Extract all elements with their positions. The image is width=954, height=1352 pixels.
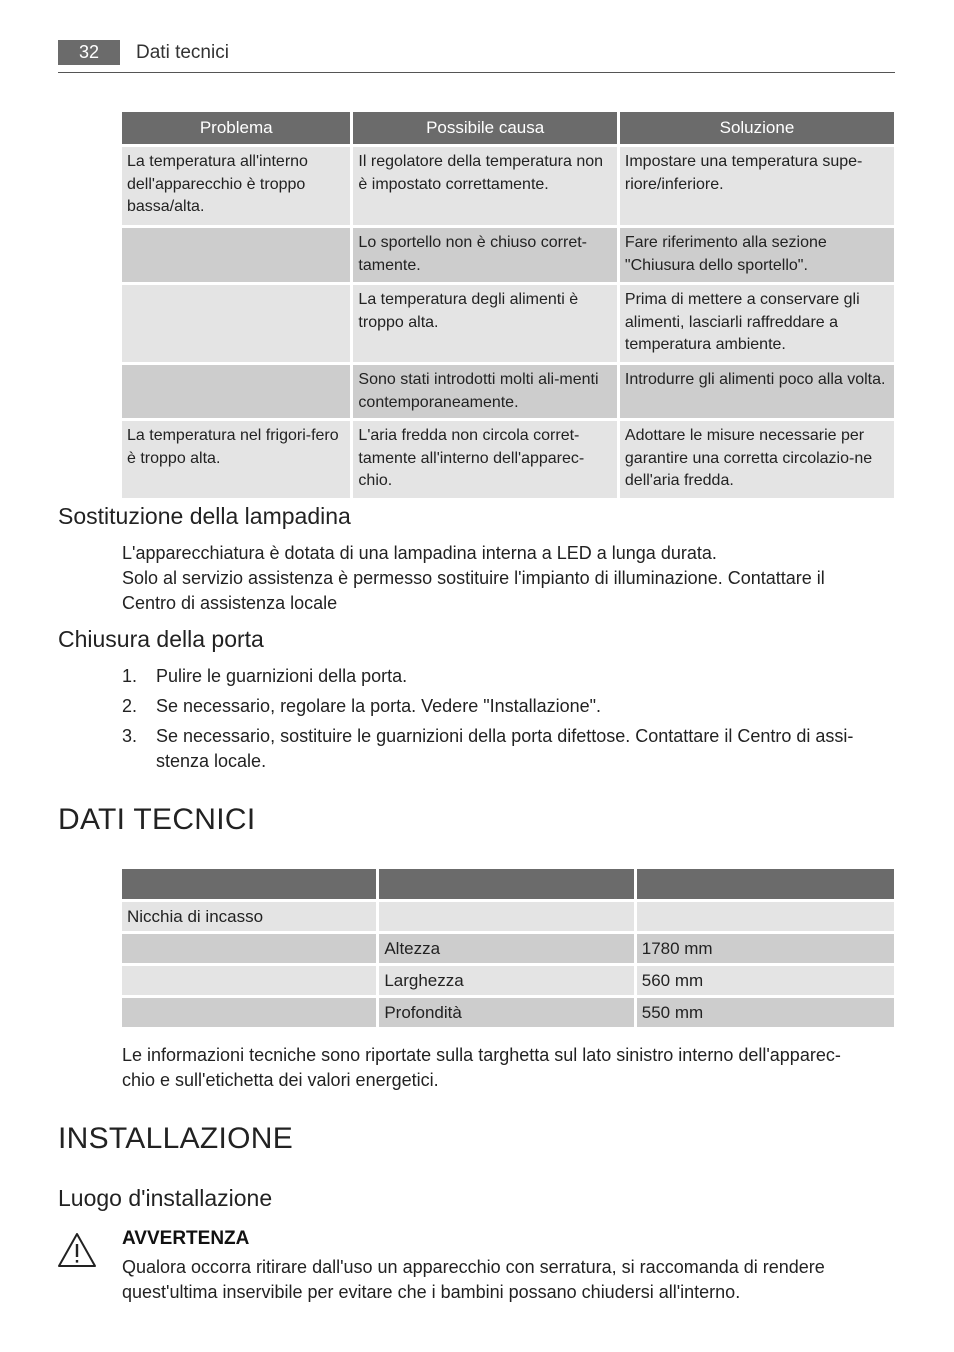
solution-cell: Adottare le misure necessarie per garantire una corretta circolazio-ne dell'aria fredda.: [620, 421, 894, 498]
step-text: Pulire le guarnizioni della porta.: [156, 666, 408, 686]
column-header: [122, 869, 376, 899]
warning-text: [122, 1255, 897, 1305]
tech-data-note: [122, 1043, 897, 1093]
step-number: 2.: [122, 696, 138, 716]
lamp-section-title: Sostituzione della lampadina: [58, 503, 351, 529]
cause-cell: Lo sportello non è chiuso corret-tamente.: [353, 228, 616, 282]
table-header-row: [122, 869, 894, 899]
table-header-row: [122, 112, 894, 144]
solution-cell: Prima di mettere a conservare gli alimenti, lasciarli raffreddare a temperatura ambiente.: [620, 285, 894, 362]
spec-value-cell: 1780 mm: [637, 934, 894, 963]
table-row: [122, 966, 894, 995]
problem-cell: [122, 228, 350, 282]
installation-title: INSTALLAZIONE: [58, 1122, 294, 1155]
cause-cell: Il regolatore della temperatura non è impostato correttamente.: [353, 147, 616, 225]
lamp-section-text: [122, 541, 897, 616]
problem-cell: [122, 365, 350, 418]
warning-title: AVVERTENZA: [122, 1228, 250, 1249]
header-title: Dati tecnici: [136, 42, 229, 63]
tech-data-title: DATI TECNICI: [58, 803, 256, 836]
solution-cell: Introdurre gli alimenti poco alla volta.: [620, 365, 894, 418]
column-header: [379, 869, 633, 899]
cause-cell: L'aria fredda non circola corret-tamente all'interno dell'apparec-chio.: [353, 421, 616, 498]
step-text: Se necessario, sostituire le guarnizioni della porta difettose. Contattare il Centro di assi-: [156, 726, 854, 746]
solution-cell: Impostare una temperatura supe-riore/inferiore.: [620, 147, 894, 225]
spec-group-cell: [122, 966, 376, 995]
spec-name-cell: [379, 902, 633, 931]
text-line: quest'ultima inservibile per evitare che i bambini possano chiudersi all'interno.: [122, 1282, 741, 1302]
problem-cell: La temperatura nel frigori-fero è troppo alta.: [122, 421, 350, 498]
solution-cell: Fare riferimento alla sezione "Chiusura dello sportello".: [620, 228, 894, 282]
text-line: L'apparecchiatura è dotata di una lampadina interna a LED a lunga durata.: [122, 543, 717, 563]
installation-subtitle: Luogo d'installazione: [58, 1185, 273, 1211]
text-line: Le informazioni tecniche sono riportate sulla targhetta sul lato sinistro interno dell'apparec-: [122, 1045, 841, 1065]
column-header: [637, 869, 894, 899]
table-row: [122, 934, 894, 963]
text-line: Qualora occorra ritirare dall'uso un apparecchio con serratura, si raccomanda di rendere: [122, 1257, 825, 1277]
page-number: 32: [58, 40, 120, 65]
problem-cell: La temperatura all'interno dell'apparecchio è troppo bassa/alta.: [122, 147, 350, 225]
troubleshooting-table: [119, 109, 897, 501]
spec-value-cell: 550 mm: [637, 998, 894, 1027]
warning-triangle-icon: [57, 1232, 97, 1268]
spec-group-cell: Nicchia di incasso: [122, 902, 376, 931]
table-row: [122, 147, 894, 225]
table-row: [122, 365, 894, 418]
table-row: [122, 285, 894, 362]
spec-name-cell: Larghezza: [379, 966, 633, 995]
table-row: [122, 902, 894, 931]
text-line: Solo al servizio assistenza è permesso sostituire l'impianto di illuminazione. Contattare il: [122, 568, 825, 588]
column-header-problem: Problema: [122, 112, 350, 144]
cause-cell: La temperatura degli alimenti è troppo alta.: [353, 285, 616, 362]
door-section-title: Chiusura della porta: [58, 626, 264, 652]
table-row: [122, 998, 894, 1027]
step-number: 3.: [122, 726, 138, 746]
table-row: [122, 228, 894, 282]
step-text: stenza locale.: [156, 751, 267, 771]
specs-table: [119, 866, 897, 1030]
spec-group-cell: [122, 998, 376, 1027]
problem-cell: [122, 285, 350, 362]
list-item: [122, 664, 897, 689]
table-row: [122, 421, 894, 498]
step-text: Se necessario, regolare la porta. Vedere "Installazione".: [156, 696, 602, 716]
spec-group-cell: [122, 934, 376, 963]
column-header-solution: Soluzione: [620, 112, 894, 144]
list-item: [122, 724, 897, 774]
text-line: chio e sull'etichetta dei valori energetici.: [122, 1070, 439, 1090]
spec-name-cell: Profondità: [379, 998, 633, 1027]
spec-value-cell: [637, 902, 894, 931]
spec-name-cell: Altezza: [379, 934, 633, 963]
spec-value-cell: 560 mm: [637, 966, 894, 995]
door-steps-list: [122, 664, 897, 779]
text-line: Centro di assistenza locale: [122, 593, 338, 613]
page-header: [58, 40, 895, 73]
step-number: 1.: [122, 666, 138, 686]
cause-cell: Sono stati introdotti molti ali-menti contemporaneamente.: [353, 365, 616, 418]
list-item: [122, 694, 897, 719]
column-header-cause: Possibile causa: [353, 112, 616, 144]
